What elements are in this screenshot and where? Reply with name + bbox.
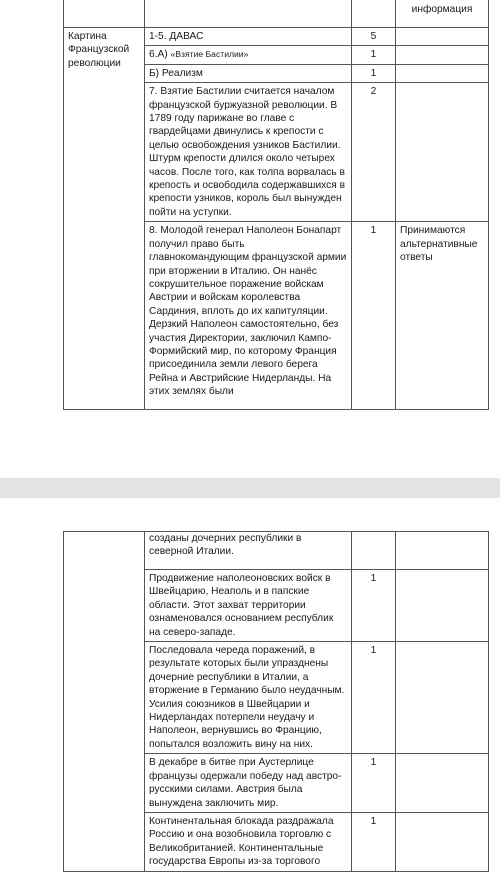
points-cell: 1 bbox=[352, 222, 396, 410]
task-cell: Континентальная блокада раздражала Россию и она возобновила торговлю с Великобританией. Континентальные государства Европы из-за торгового bbox=[145, 812, 352, 871]
task-cell: В декабре в битве при Аустерлице французы одержали победу над австро-русскими силами. Австрия была вынуждена заключить мир. bbox=[145, 754, 352, 813]
task-cell: Последовала череда поражений, в результате которых были упразднены дочерние республики в Италии, а вторжение в Германию было неудачным. Усилия союзников в Швейцарии и Нидерландах потерпели неудачу и Наполеон, вернувшись во Францию, попытался возложить вину на них. bbox=[145, 642, 352, 754]
header-cell bbox=[145, 0, 352, 28]
note-cell bbox=[396, 642, 489, 754]
topic-cell bbox=[64, 532, 145, 872]
table-row bbox=[64, 532, 489, 570]
task-cell: 7. Взятие Бастилии считается началом французской буржуазной революции. В 1789 году парижане во главе с гвардейцами двинулись к крепости с целью освобождения узников Бастилии. Штурм крепости длился около четырех часов. После того, как толпа ворвалась в крепость и освободила содержавшихся в крепости узников, король был вынужден пойти на уступки. bbox=[145, 83, 352, 222]
note-cell bbox=[396, 64, 489, 82]
points-cell: 1 bbox=[352, 570, 396, 642]
task-text: созданы дочерних республики в северной Италии. bbox=[149, 533, 302, 558]
note-cell bbox=[396, 28, 489, 46]
points-cell: 2 bbox=[352, 83, 396, 222]
points-cell: 1 bbox=[352, 46, 396, 64]
note-cell bbox=[396, 46, 489, 64]
task-cell bbox=[145, 222, 352, 410]
table-row bbox=[64, 28, 489, 46]
task-cell: Продвижение наполеоновских войск в Швейцарию, Неаполь и в папские области. Этот захват территории ознаменовался основанием республик на северо-западе. bbox=[145, 570, 352, 642]
answer-key-table bbox=[63, 0, 489, 410]
task-cell: 1-5. ДАВАС bbox=[145, 28, 352, 46]
points-cell: 1 bbox=[352, 642, 396, 754]
header-cell bbox=[64, 0, 145, 28]
note-cell bbox=[396, 83, 489, 222]
points-cell bbox=[352, 532, 396, 570]
task-cell bbox=[145, 532, 352, 570]
task-cell: Б) Реализм bbox=[145, 64, 352, 82]
note-cell bbox=[396, 812, 489, 871]
task-text: 8. Молодой генерал Наполеон Бонапарт получил право быть главнокомандующим французской армии при вторжении в Италию. Он нанёс сокрушительное поражение войскам Австрии и войскам королевства Сардиния, вплоть до их капитуляции. Дерзкий Наполеон самостоятельно, без участия Директории, заключил Кампо-Формийский мир, по которому Франция присоединила земли левого берега Рейна и Австрийские Нидерланды. На этих землях были bbox=[149, 225, 347, 398]
points-cell: 1 bbox=[352, 754, 396, 813]
header-info-cell: информация bbox=[396, 0, 489, 28]
document-page-2 bbox=[0, 498, 500, 888]
note-cell bbox=[396, 754, 489, 813]
header-cell bbox=[352, 0, 396, 28]
points-cell: 1 bbox=[352, 64, 396, 82]
topic-cell: Картина Французской революции bbox=[64, 28, 145, 410]
points-cell: 5 bbox=[352, 28, 396, 46]
table-header-row bbox=[64, 0, 489, 28]
task-prefix: 6.А) bbox=[149, 49, 168, 61]
task-cell bbox=[145, 46, 352, 64]
note-cell bbox=[396, 570, 489, 642]
note-cell bbox=[396, 532, 489, 570]
task-answer: «Взятие Бастилии» bbox=[170, 49, 249, 60]
points-cell: 1 bbox=[352, 812, 396, 871]
note-cell: Принимаются альтернативные ответы bbox=[396, 222, 489, 410]
answer-key-table-continued bbox=[63, 531, 489, 872]
